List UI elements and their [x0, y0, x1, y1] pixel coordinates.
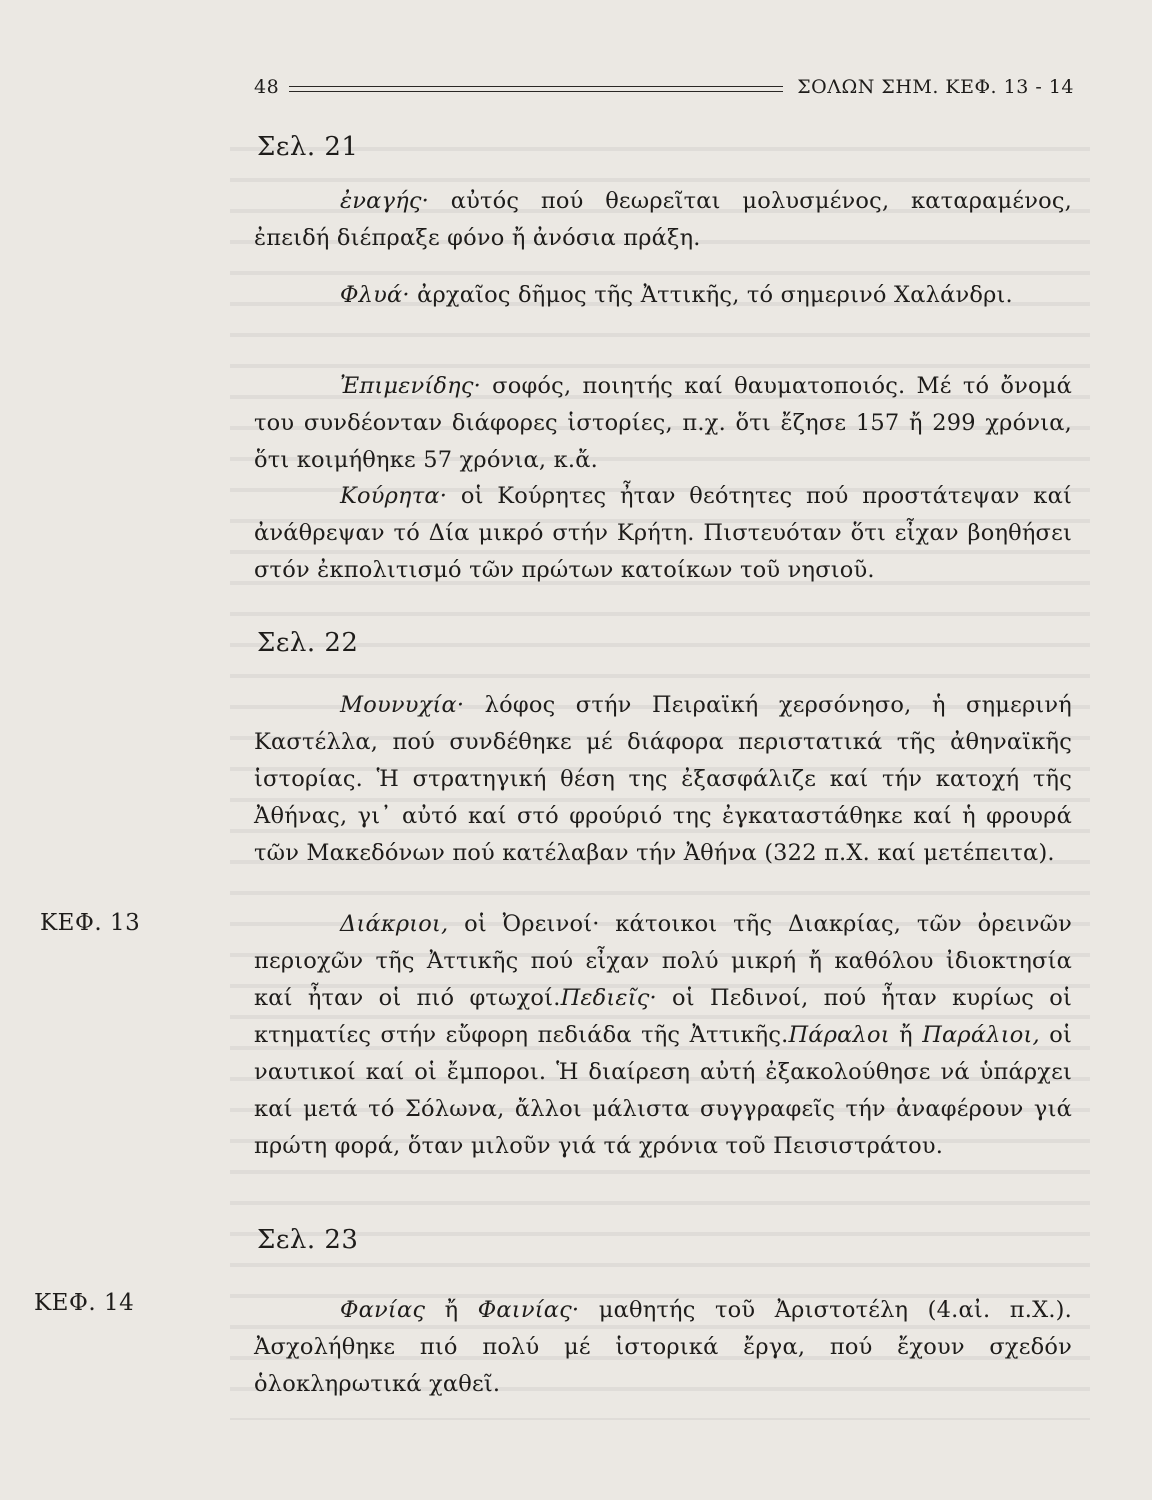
- entry-kourita: [254, 478, 1072, 589]
- entry-text: λόφος στήν Πειραϊκή χερσόνησο, ἡ σημερινή Καστέλλα, πού συνδέθηκε μέ διάφορα περιστατικά τῆς ἀθηναϊκῆς ἱστορίας. Ἡ στρατηγική θέση της ἐξασφάλιζε καί τήν κατοχή τῆς Ἀθήνας, γι᾿ αὐτό καί στό φρούριό της ἐγκαταστάθηκε καί ἡ φρουρά τῶν Μακεδόνων πού κατέλαβαν τήν Ἀθήνα (322 π.Χ. καί μετέπειτα).: [254, 692, 1072, 866]
- entry-enagis: [254, 183, 1072, 257]
- entry-term: ἐναγής·: [340, 188, 430, 214]
- entry-term: Μουνυχία·: [340, 692, 465, 718]
- section-heading-23: Σελ. 23: [257, 1225, 359, 1255]
- entry-fanias: [254, 1292, 1072, 1403]
- entry-term: Παράλιοι,: [922, 1022, 1040, 1048]
- page-number: 48: [254, 76, 280, 98]
- entry-term: Φανίας: [340, 1297, 426, 1323]
- entry-mounychia: [254, 687, 1072, 872]
- entry-text: οἱ Πεδινοί, πού ἦταν κυρίως οἱ κτηματίες στήν εὔφορη πεδιάδα τῆς Ἀττικῆς.: [254, 985, 1072, 1048]
- entry-diakrioi: [254, 906, 1072, 1165]
- entry-term: Πεδιεῖς·: [560, 985, 657, 1011]
- entry-flya: [254, 277, 1072, 314]
- entry-text: ἤ: [425, 1297, 478, 1323]
- entry-text: οἱ ναυτικοί καί οἱ ἔμποροι. Ἡ διαίρεση αὐτή ἐξακολούθησε νά ὑπάρχει καί μετά τό Σόλωνα, ἄλλοι μάλιστα συγγραφεῖς τήν ἀναφέρουν γιά πρώτη φορά, ὅταν μιλοῦν γιά τά χρόνια τοῦ Πεισιστράτου.: [254, 1022, 1073, 1159]
- entry-term: Κούρητα·: [340, 483, 448, 509]
- entry-text: ἤ: [889, 1022, 923, 1048]
- margin-note-kef14: ΚΕΦ. 14: [34, 1290, 135, 1316]
- header-rule: [289, 86, 783, 92]
- section-heading-21: Σελ. 21: [257, 132, 359, 162]
- entry-text: ἀρχαῖος δῆμος τῆς Ἀττικῆς, τό σημερινό Χαλάνδρι.: [409, 282, 1013, 308]
- entry-epimenidis: [254, 368, 1072, 479]
- entry-term: Φαινίας·: [477, 1297, 580, 1323]
- margin-note-kef13: ΚΕΦ. 13: [40, 910, 141, 936]
- running-header: [254, 70, 1074, 104]
- entry-term: Ἐπιμενίδης·: [340, 373, 481, 399]
- header-title: ΣΟΛΩΝ ΣΗΜ. ΚΕΦ. 13 - 14: [797, 76, 1074, 98]
- entry-text: οἱ Ὀρεινοί· κάτοικοι τῆς Διακρίας, τῶν ὀρεινῶν περιοχῶν τῆς Ἀττικῆς πού εἶχαν πολύ μικρή ἤ καθόλου ἰδιοκτησία καί ἦταν οἱ πιό φτωχοί.: [254, 911, 1072, 1011]
- entry-text: μαθητής τοῦ Ἀριστοτέλη (4.αἰ. π.Χ.). Ἀσχολήθηκε πιό πολύ μέ ἱστορικά ἔργα, πού ἔχουν σχεδόν ὁλοκληρωτικά χαθεῖ.: [254, 1297, 1073, 1397]
- entry-text: αὐτός πού θεωρεῖται μολυσμένος, καταραμένος, ἐπειδή διέπραξε φόνο ἤ ἀνόσια πράξη.: [254, 188, 1072, 251]
- entry-term: Φλυά·: [340, 282, 410, 308]
- entry-text: οἱ Κούρητες ἦταν θεότητες πού προστάτεψαν καί ἀνάθρεψαν τό Δία μικρό στήν Κρήτη. Πιστευόταν ὅτι εἶχαν βοηθήσει στόν ἐκπολιτισμό τῶν πρώτων κατοίκων τοῦ νησιοῦ.: [254, 483, 1072, 583]
- section-heading-22: Σελ. 22: [257, 628, 359, 658]
- entry-text: σοφός, ποιητής καί θαυματοποιός. Μέ τό ὄνομά του συνδέονταν διάφορες ἱστορίες, π.χ. ὅτι ἔζησε 157 ἤ 299 χρόνια, ὅτι κοιμήθηκε 57 χρόνια, κ.ἄ.: [254, 373, 1072, 473]
- entry-term: Πάραλοι: [788, 1022, 890, 1048]
- entry-term: Διάκριοι,: [340, 911, 449, 937]
